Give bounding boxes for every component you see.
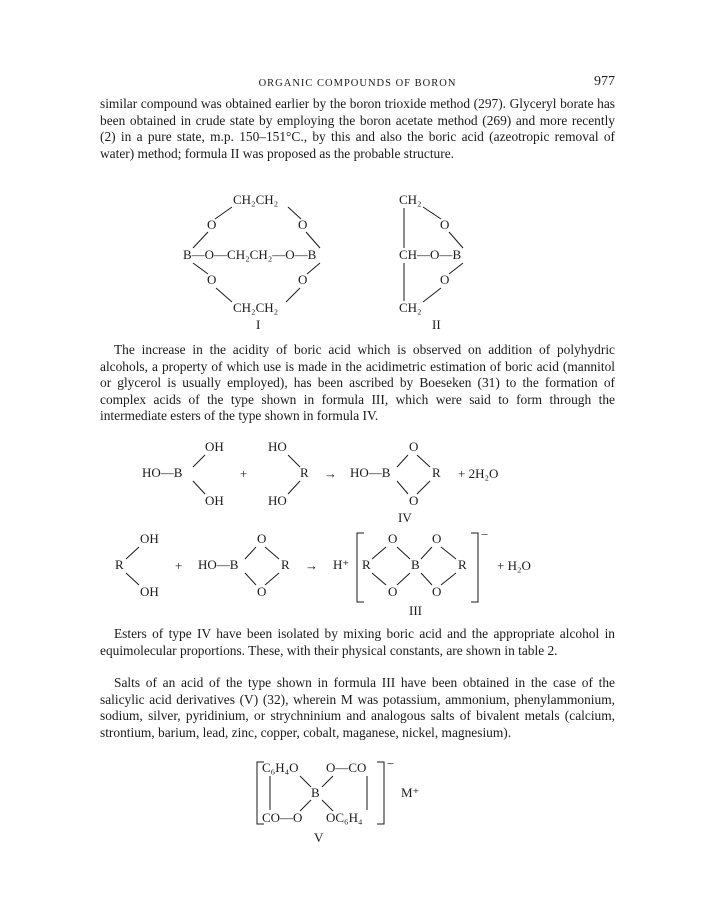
bond	[372, 547, 386, 559]
formula-I-bottom-group: CH₂CH₂	[233, 300, 279, 315]
ester-oxygen: O	[257, 531, 267, 546]
formula-V	[0, 756, 707, 848]
complex-oxygen: O	[388, 584, 398, 599]
bond	[423, 207, 441, 219]
bond	[288, 481, 300, 494]
bond	[441, 573, 456, 585]
complex-charge: −	[481, 527, 489, 542]
complex-r: R	[362, 557, 371, 572]
reactant-boric-acid: HO—B	[142, 465, 183, 480]
formula-V-cation: M⁺	[401, 785, 420, 800]
bond	[126, 573, 139, 585]
bond	[286, 288, 300, 302]
equation-III	[0, 528, 707, 618]
product-ho-b: HO—B	[350, 465, 391, 480]
bond	[265, 573, 279, 585]
byproduct-water: + 2H₂O	[458, 466, 499, 481]
glycol-oh: OH	[140, 584, 159, 599]
bond	[300, 776, 311, 787]
bond	[216, 288, 232, 302]
reactant-ho: HO	[268, 439, 287, 454]
reaction-arrow: →	[305, 558, 318, 573]
bond	[193, 481, 205, 494]
bond	[126, 547, 139, 559]
bond	[288, 207, 301, 219]
formula-I-oxygen: O	[298, 272, 308, 287]
running-title: ORGANIC COMPOUNDS OF BORON	[258, 78, 457, 89]
bond	[449, 263, 463, 274]
formula-I-top-group: CH₂CH₂	[233, 192, 279, 207]
plus-sign: +	[175, 558, 183, 573]
bond	[215, 207, 232, 219]
reactant-ho: HO	[268, 493, 287, 508]
bracket-right	[471, 533, 478, 602]
bond	[449, 232, 463, 248]
formula-V-top-right: O—CO	[326, 760, 367, 775]
bond	[307, 263, 320, 274]
bond	[421, 573, 432, 585]
formula-II-oxygen: O	[440, 217, 450, 232]
byproduct-water: + H₂O	[497, 558, 531, 573]
formula-II-middle: CH—O—B	[399, 247, 462, 262]
bond	[421, 547, 432, 559]
bond	[423, 288, 441, 302]
complex-oxygen: O	[432, 531, 442, 546]
bond	[300, 800, 311, 811]
bond	[288, 455, 300, 467]
bond	[322, 776, 333, 787]
bond	[397, 481, 408, 494]
reactant-oh: OH	[205, 439, 224, 454]
formula-IV-label: IV	[398, 510, 412, 525]
complex-boron: B	[411, 557, 420, 572]
bracket-right	[377, 762, 384, 824]
formula-II-top: CH₂	[399, 192, 422, 207]
bond	[245, 547, 256, 559]
running-header	[100, 74, 615, 92]
formula-II-bottom: CH₂	[399, 300, 422, 315]
formula-II-label: II	[432, 317, 441, 332]
bond	[417, 481, 430, 494]
product-oxygen: O	[409, 493, 419, 508]
formula-V-boron: B	[311, 785, 320, 800]
bond	[397, 573, 410, 585]
complex-oxygen: O	[388, 531, 398, 546]
bond	[265, 547, 279, 559]
bond	[372, 573, 386, 585]
glycol-oh: OH	[140, 531, 159, 546]
complex-oxygen: O	[432, 584, 442, 599]
bond	[245, 573, 256, 585]
paragraph-esters-type-iv: Esters of type IV have been isolated by mixing boric acid and the appropriate alcohol in equimolecular proportions. These, with their physical constants, are shown in table 2.	[100, 626, 615, 658]
formula-I-label: I	[256, 317, 261, 332]
anion-charge: −	[387, 756, 395, 771]
bond	[417, 455, 430, 467]
glycol-r: R	[115, 557, 124, 572]
bond	[193, 455, 205, 467]
formulas-I-II	[0, 190, 707, 340]
formula-I	[183, 192, 320, 332]
formula-I-oxygen: O	[207, 272, 217, 287]
product-r: R	[432, 465, 441, 480]
formula-I-middle-chain: B—O—CH₂CH₂—O—B	[183, 247, 317, 262]
formula-III-label: III	[409, 603, 422, 618]
formula-I-oxygen: O	[207, 217, 217, 232]
paragraph-acidity-increase: The increase in the acidity of boric acid which is observed on addition of polyhydric alcohols, a property of which use is made in the acidimetric estimation of boric acid (mannitol or glycerol is usually employed), has been ascribed by Boeseken (31) to the formation of complex acids of the type shown in formula III, which were said to form through the intermediate esters of the type shown in formula IV.	[100, 342, 615, 424]
bond	[193, 232, 208, 248]
bond	[397, 547, 410, 559]
equation-IV	[0, 436, 707, 528]
reaction-arrow: →	[324, 466, 337, 481]
formula-V-label: V	[314, 830, 324, 845]
complex-r: R	[458, 557, 467, 572]
formula-V-top-left: C₆H₄O	[262, 760, 299, 775]
page-number: 977	[594, 74, 615, 89]
formula-V-bottom-left: CO—O	[262, 810, 303, 825]
paragraph-salicylic-salts: Salts of an acid of the type shown in formula III have been obtained in the case of the salicylic acid derivatives (V) (32), wherein M was potassium, ammonium, phenylammonium, sodium, silver, pyridinium, or strychninium and analogous salts of bivalent metals (calcium, strontium, barium, lead, zinc, copper, cobalt, maganese, nickel, magnesium).	[100, 675, 615, 740]
proton: H⁺	[333, 557, 350, 572]
bond	[306, 232, 320, 248]
reactant-oh: OH	[205, 493, 224, 508]
ester-ho-b: HO—B	[198, 557, 239, 572]
ester-oxygen: O	[257, 584, 267, 599]
bond	[397, 455, 408, 467]
bond	[193, 263, 208, 274]
paragraph-glyceryl-borate: similar compound was obtained earlier by the boron trioxide method (297). Glyceryl borate has been obtained in crude state by employing the boron acetate method (269) and more recently (2) in a pure state, m.p. 150–151°C., by this and also the boric acid (azeotropic removal of water) method; formula II was proposed as the probable structure.	[100, 96, 615, 161]
formula-II-oxygen: O	[440, 272, 450, 287]
ester-r: R	[281, 557, 290, 572]
formula-II	[399, 192, 463, 332]
formula-I-oxygen: O	[298, 217, 308, 232]
plus-sign: +	[240, 466, 248, 481]
bond	[441, 547, 456, 559]
reactant-r: R	[300, 465, 309, 480]
formula-V-bottom-right: OC₆H₄	[326, 810, 363, 825]
product-oxygen: O	[409, 439, 419, 454]
